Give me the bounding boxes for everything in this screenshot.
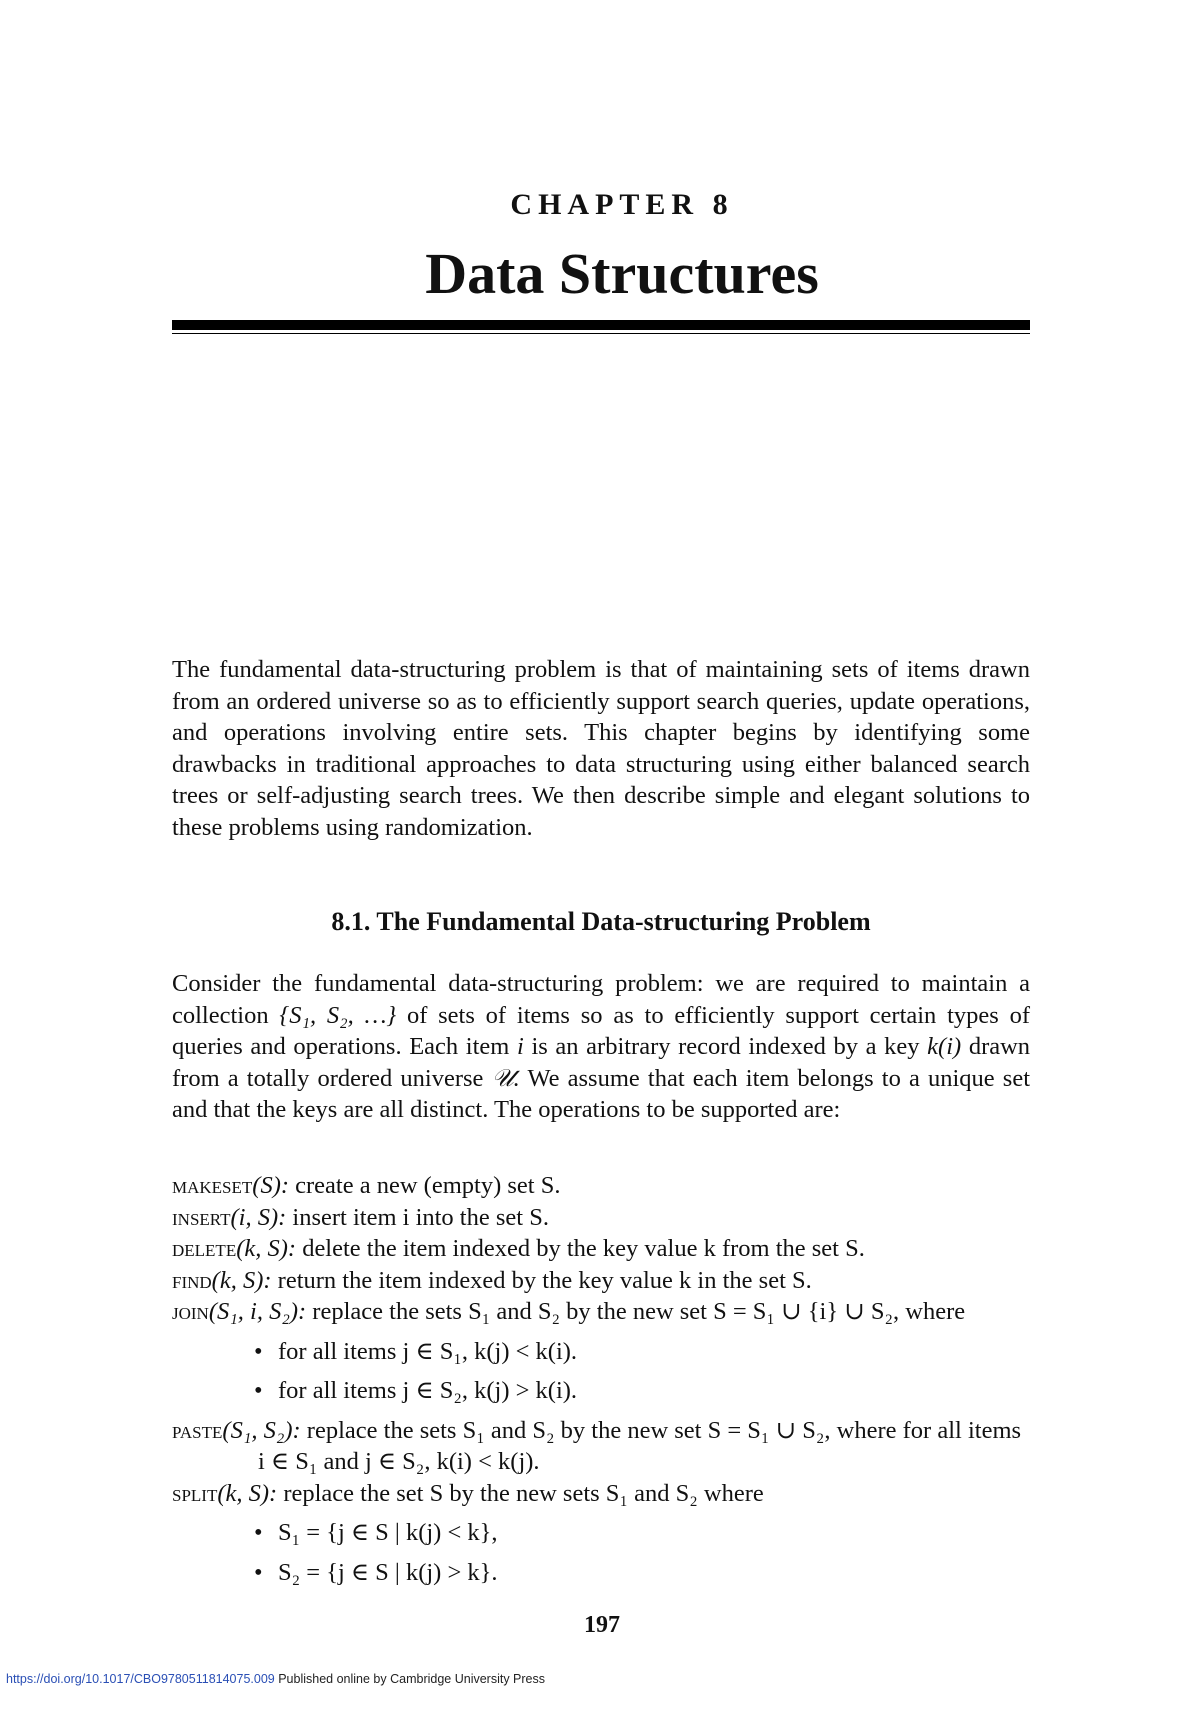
- op-join-args: (S₁, i, S₂):: [208, 1298, 307, 1325]
- split-bullet-1: • S₁ = {j ∈ S | k(j) < k},: [254, 1517, 1030, 1549]
- op-find-name: find: [172, 1266, 212, 1294]
- page-number: 197: [584, 1612, 620, 1638]
- title-rule-thin: [172, 333, 1030, 334]
- op-split-name: split: [172, 1479, 218, 1507]
- body-paragraph: [172, 968, 1030, 1126]
- op-makeset: [172, 1170, 1030, 1202]
- op-find: [172, 1265, 1030, 1297]
- op-makeset-name: makeset: [172, 1172, 253, 1199]
- op-find-args: (k, S):: [211, 1266, 272, 1294]
- body-math-sets: {S₁, S₂, …}: [279, 1001, 397, 1029]
- join-bullet-2: • for all items j ∈ S₂, k(j) > k(i).: [254, 1375, 1030, 1407]
- op-paste: [172, 1415, 1030, 1478]
- op-join: [172, 1296, 1030, 1328]
- section-heading: 8.1. The Fundamental Data-structuring Problem: [331, 907, 871, 936]
- op-insert-desc: insert item i into the set S.: [292, 1203, 549, 1231]
- published-note: Published online by Cambridge University Press: [278, 1672, 546, 1686]
- operations-list: [172, 1170, 1030, 1596]
- op-delete-args: (k, S):: [236, 1235, 297, 1262]
- footer: [6, 1672, 545, 1686]
- op-insert-name: insert: [172, 1203, 231, 1231]
- body-text-4: drawn from a totally ordered universe: [172, 1033, 1031, 1092]
- op-split-desc: replace the set S by the new sets S₁ and S₂ where: [283, 1479, 764, 1507]
- op-insert: [172, 1202, 1030, 1234]
- op-makeset-args: (S):: [252, 1172, 290, 1199]
- split-bullet-2: • S₂ = {j ∈ S | k(j) > k}.: [254, 1557, 1030, 1589]
- body-math-key: k(i): [927, 1033, 962, 1060]
- op-paste-args: (S₁, S₂):: [222, 1416, 301, 1444]
- join-bullet-1: • for all items j ∈ S₁, k(j) < k(i).: [254, 1336, 1030, 1368]
- op-join-name: join: [172, 1298, 209, 1325]
- op-delete-desc: delete the item indexed by the key value k from the set S.: [302, 1235, 865, 1262]
- body-math-i: i: [516, 1033, 524, 1060]
- intro-paragraph: The fundamental data-structuring problem is that of maintaining sets of items drawn from an ordered universe so as to efficiently support search queries, update operations, and operations involving entire sets. This chapter begins by identifying some drawbacks in traditional approaches to data structuring using either balanced search trees or self-adjusting search trees. We then describe simple and elegant solutions to these problems using randomization.: [172, 656, 1030, 841]
- op-delete: [172, 1233, 1030, 1265]
- chapter-title: Data Structures: [425, 241, 819, 306]
- op-paste-name: paste: [172, 1416, 223, 1444]
- op-split-args: (k, S):: [217, 1479, 278, 1507]
- op-find-desc: return the item indexed by the key value k in the set S.: [277, 1266, 812, 1294]
- op-paste-desc: replace the sets S₁ and S₂ by the new set S = S₁ ∪ S₂, where for all items i ∈ S₁ and j ∈ S₂, k(i) < k(j).: [258, 1416, 1022, 1475]
- body-text-5: We assume that each item belongs to a unique set and that the keys are all distinct. The operations to be supported are:: [172, 1064, 1031, 1123]
- op-join-desc: replace the sets S₁ and S₂ by the new set S = S₁ ∪ {i} ∪ S₂, where: [312, 1298, 966, 1325]
- body-text-2: of sets of items so as to efficiently support certain types of queries and operations. Each item: [172, 1001, 1031, 1060]
- body-math-universe: 𝒰.: [491, 1064, 520, 1092]
- op-split: [172, 1478, 1030, 1510]
- body-text-3: is an arbitrary record indexed by a key: [531, 1033, 920, 1060]
- chapter-label: CHAPTER 8: [510, 188, 734, 221]
- op-makeset-desc: create a new (empty) set S.: [295, 1172, 561, 1199]
- title-rule-thick: [172, 320, 1030, 330]
- body-text-1: Consider the fundamental data-structuring problem: we are required to maintain a collection: [172, 970, 1030, 1029]
- doi-link[interactable]: https://doi.org/10.1017/CBO9780511814075.009: [6, 1672, 275, 1686]
- op-delete-name: delete: [172, 1235, 237, 1262]
- op-insert-args: (i, S):: [230, 1203, 287, 1231]
